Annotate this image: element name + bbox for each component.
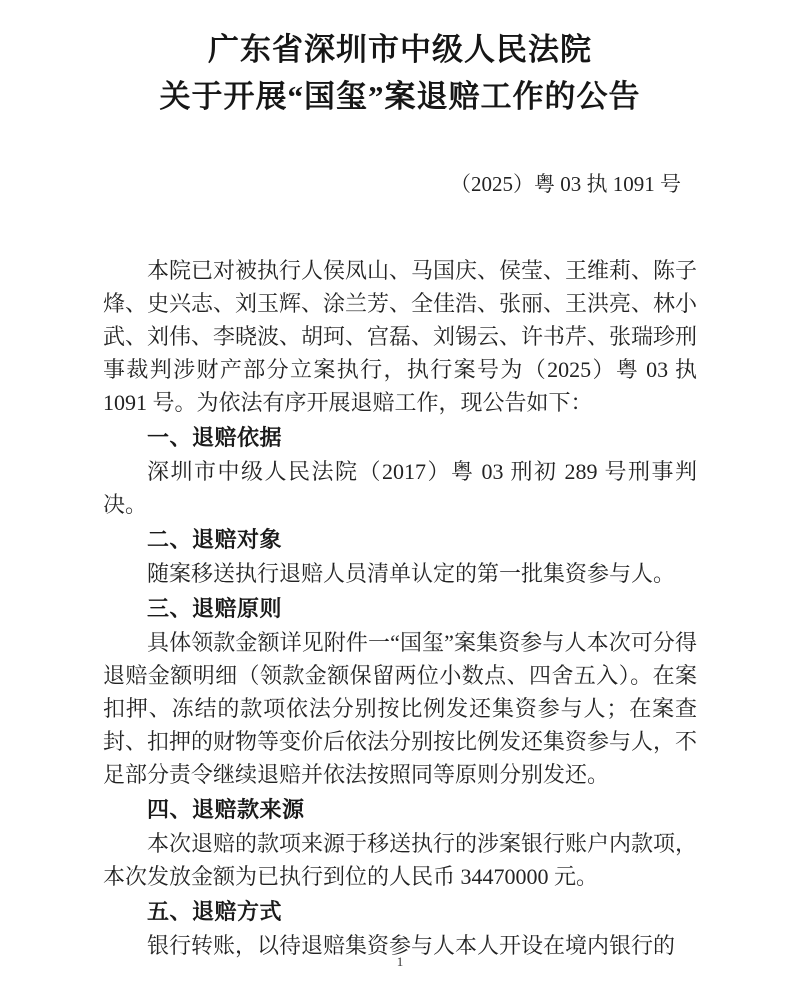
paragraph-section-5-body: 银行转账，以待退赔集资参与人本人开设在境内银行的 [147,933,676,958]
paragraph-section-2-body: 随案移送执行退赔人员清单认定的第一批集资参与人。 [147,561,676,586]
section-heading-3: 三、退赔原则 [147,596,283,621]
paragraph-opening: 本院已对被执行人侯凤山、马国庆、侯莹、王维莉、陈子烽、史兴志、刘玉辉、涂兰芳、全佳浩、张丽、王洪亮、林小武、刘伟、李晓波、胡珂、宫磊、刘锡云、许书芹、张瑞珍刑事裁判涉财产部分立案执行，执行案号为（2025）粤 03 执 1091 号。为依法有序开展退赔工作，现公告如下： [103,258,698,415]
page-number: 1 [396,954,404,969]
section-heading-2: 二、退赔对象 [147,527,283,552]
document-title-line-1: 广东省深圳市中级人民法院 [208,32,592,67]
section-heading-4: 四、退赔款来源 [147,797,305,822]
paragraph-section-3-body: 具体领款金额详见附件一“国玺”案集资参与人本次可分得退赔金额明细（领款金额保留两位小数点、四舍五入）。在案扣押、冻结的款项依法分别按比例发还集资参与人；在案查封、扣押的财物等变价后依法分别按比例发还集资参与人，不足部分责令继续退赔并依法按照同等原则分别发还。 [103,630,698,787]
section-heading-5: 五、退赔方式 [147,899,283,924]
document-title-line-2: 关于开展“国玺”案退赔工作的公告 [159,79,641,114]
case-number: （2025）粤 03 执 1091 号 [450,172,681,196]
paragraph-section-1-body: 深圳市中级人民法院（2017）粤 03 刑初 289 号刑事判决。 [103,459,697,517]
paragraph-section-4-body: 本次退赔的款项来源于移送执行的涉案银行账户内款项，本次发放金额为已执行到位的人民币 34470000 元。 [103,831,698,889]
document-body [103,254,697,962]
document-title [103,26,697,120]
section-heading-1: 一、退赔依据 [147,425,283,450]
